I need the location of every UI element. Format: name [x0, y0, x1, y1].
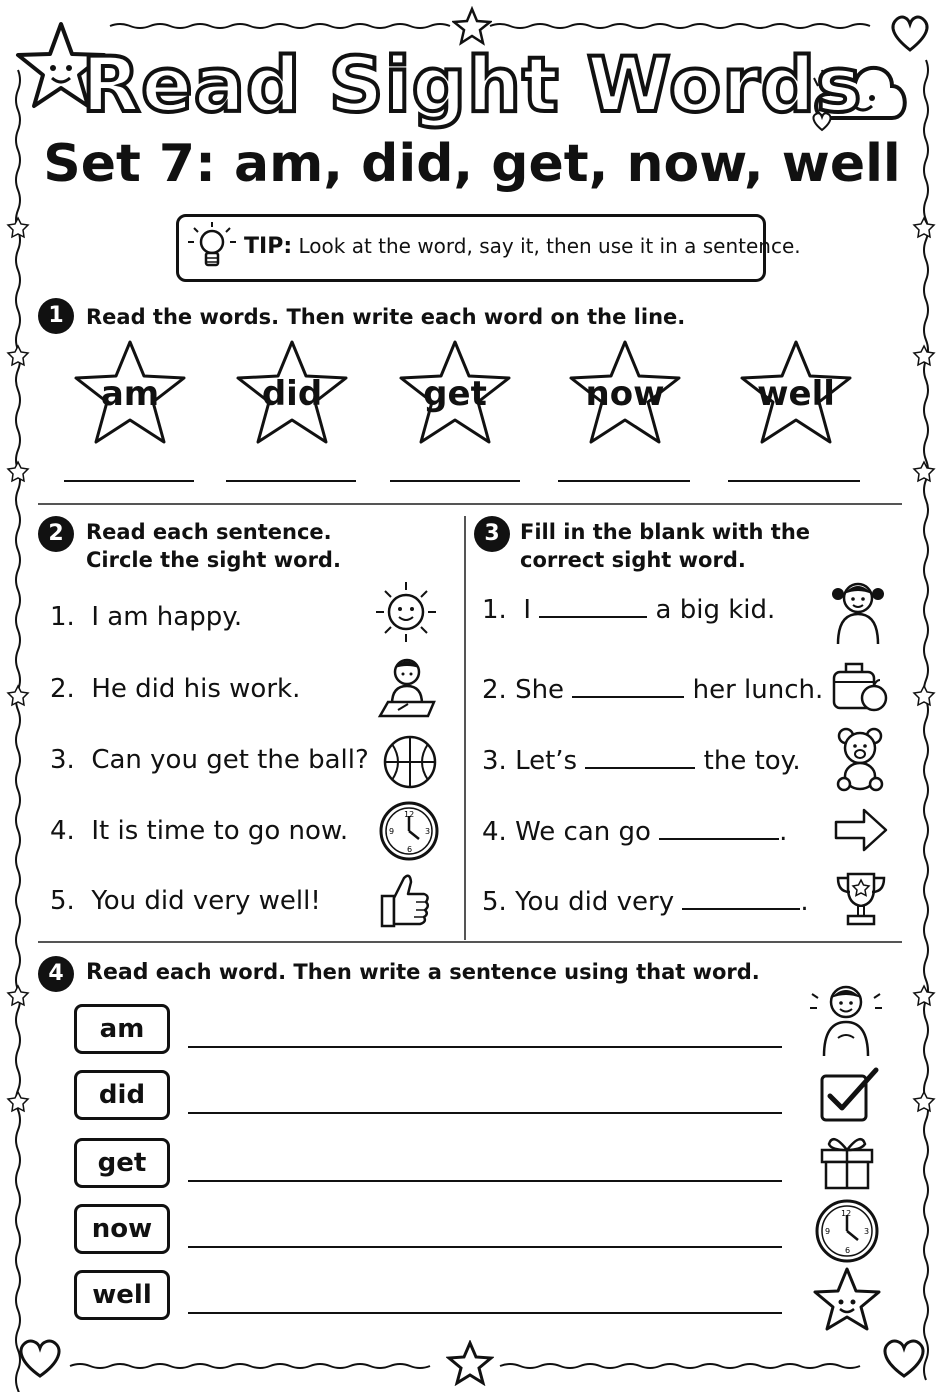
- star-word-get: [395, 338, 515, 448]
- write-line-2[interactable]: [226, 480, 356, 482]
- section-divider: [38, 503, 902, 505]
- boy-writing-icon: [376, 654, 438, 720]
- clock-icon-2: [814, 1198, 880, 1264]
- sentence-text: It is time to go now.: [91, 816, 349, 846]
- circle-sentence-3[interactable]: [50, 745, 369, 775]
- section-2-number: 2: [38, 516, 74, 552]
- item-number: 1.: [50, 602, 75, 632]
- write-line-3[interactable]: [390, 480, 520, 482]
- sentence-after: .: [800, 887, 809, 917]
- section-4-instruction: [86, 958, 760, 987]
- page-title: Read Sight Words: [81, 40, 863, 129]
- ball-icon: [382, 734, 438, 790]
- section-divider-2: [38, 941, 902, 943]
- word-box-am: am: [74, 1004, 170, 1054]
- star-word-label: now: [585, 374, 665, 414]
- svg-text:12: 12: [841, 1209, 852, 1218]
- girl-icon: [826, 574, 890, 646]
- gift-icon: [816, 1130, 878, 1190]
- star-bottom-icon: [446, 1340, 494, 1386]
- svg-text:3: 3: [864, 1227, 870, 1236]
- happy-kid-icon: [808, 978, 884, 1058]
- section-4-number: 4: [38, 956, 74, 992]
- trophy-icon: [832, 870, 890, 930]
- sentence-text: I am happy.: [91, 602, 243, 632]
- item-number: 1.: [482, 595, 507, 625]
- section-1-instruction: Read the words. Then write each word on the line.: [86, 305, 686, 329]
- section-3-instruction-line2: correct sight word.: [520, 548, 746, 572]
- star-word-well: [736, 338, 856, 448]
- smiling-star-icon: [812, 1266, 882, 1332]
- fill-blank-1[interactable]: [539, 594, 647, 618]
- sentence-before: We can go: [515, 817, 651, 847]
- star-word-label: well: [757, 374, 835, 414]
- section-2-instruction-line1: Read each sentence.: [86, 520, 332, 544]
- thumbs-up-icon: [378, 870, 434, 930]
- svg-text:9: 9: [825, 1227, 831, 1236]
- write-line-5[interactable]: [728, 480, 860, 482]
- star-word-label: did: [261, 374, 323, 414]
- sentence-after: .: [779, 817, 788, 847]
- sentence-after: a big kid.: [655, 595, 776, 625]
- write-line-4[interactable]: [558, 480, 690, 482]
- lightbulb-icon: [186, 220, 238, 276]
- circle-sentence-2[interactable]: [50, 674, 300, 704]
- item-number: 3.: [50, 745, 75, 775]
- item-number: 2.: [482, 675, 507, 705]
- instruction-rest: each word. Then write a sentence using that word.: [155, 960, 760, 984]
- sentence-after: the toy.: [703, 746, 801, 776]
- circle-sentence-5[interactable]: [50, 886, 321, 916]
- sentence-line-get[interactable]: [188, 1180, 782, 1182]
- fill-sentence-2: [482, 674, 823, 705]
- word-box-now: now: [74, 1204, 170, 1254]
- sentence-text: You did very well!: [91, 886, 321, 916]
- sentence-line-did[interactable]: [188, 1112, 782, 1114]
- fill-sentence-5: [482, 886, 809, 917]
- item-number: 4.: [482, 817, 507, 847]
- sentence-before: You did very: [515, 887, 675, 917]
- fill-sentence-4: [482, 816, 787, 847]
- fill-blank-4[interactable]: [659, 816, 779, 840]
- item-number: 3.: [482, 746, 507, 776]
- star-word-now: [565, 338, 685, 448]
- item-number: 2.: [50, 674, 75, 704]
- column-divider: [464, 516, 466, 940]
- page-subtitle: Set 7: am, did, get, now, well: [43, 134, 901, 194]
- sentence-after: her lunch.: [692, 675, 824, 705]
- item-number: 5.: [482, 887, 507, 917]
- word-box-well: well: [74, 1270, 170, 1320]
- svg-text:9: 9: [389, 827, 395, 836]
- sun-icon: [372, 580, 440, 644]
- instruction-read: Read: [86, 960, 149, 985]
- item-number: 5.: [50, 886, 75, 916]
- teddy-bear-icon: [830, 726, 890, 792]
- heart-bottom-left-icon: [16, 1336, 64, 1380]
- star-word-did: [232, 338, 352, 448]
- word-box-get: get: [74, 1138, 170, 1188]
- svg-text:12: 12: [404, 810, 415, 819]
- fill-sentence-3: [482, 745, 801, 776]
- fill-blank-2[interactable]: [572, 674, 684, 698]
- svg-text:6: 6: [407, 845, 413, 854]
- section-2-instruction-line2: Circle the sight word.: [86, 548, 341, 572]
- tip-text: [244, 234, 801, 259]
- circle-sentence-1[interactable]: [50, 602, 242, 632]
- write-line-1[interactable]: [64, 480, 194, 482]
- sentence-before: I: [523, 595, 532, 625]
- item-number: 4.: [50, 816, 75, 846]
- tip-body: Look at the word, say it, then use it in a sentence.: [298, 234, 801, 258]
- clock-icon: [378, 800, 440, 862]
- sentence-line-well[interactable]: [188, 1312, 782, 1314]
- tip-label: TIP:: [244, 234, 293, 259]
- heart-bottom-right-icon: [880, 1336, 928, 1380]
- circle-sentence-4[interactable]: [50, 816, 348, 846]
- section-1-number: 1: [38, 298, 74, 334]
- star-word-label: get: [423, 374, 487, 414]
- word-box-did: did: [74, 1070, 170, 1120]
- section-3-number: 3: [474, 516, 510, 552]
- fill-blank-3[interactable]: [585, 745, 695, 769]
- sentence-text: He did his work.: [91, 674, 301, 704]
- arrow-icon: [832, 806, 890, 854]
- svg-text:6: 6: [845, 1246, 851, 1255]
- sentence-before: She: [515, 675, 565, 705]
- sentence-before: Let’s: [515, 746, 578, 776]
- sentence-line-now[interactable]: [188, 1246, 782, 1248]
- sentence-line-am[interactable]: [188, 1046, 782, 1048]
- star-word-am: [70, 338, 190, 448]
- lunchbox-icon: [830, 658, 890, 714]
- section-3-instruction-line1: Fill in the blank with the: [520, 520, 811, 544]
- fill-sentence-1: [482, 594, 775, 625]
- fill-blank-5[interactable]: [682, 886, 800, 910]
- checkbox-icon: [818, 1066, 880, 1124]
- star-word-label: am: [100, 374, 160, 414]
- sentence-text: Can you get the ball?: [91, 745, 369, 775]
- svg-text:3: 3: [425, 827, 431, 836]
